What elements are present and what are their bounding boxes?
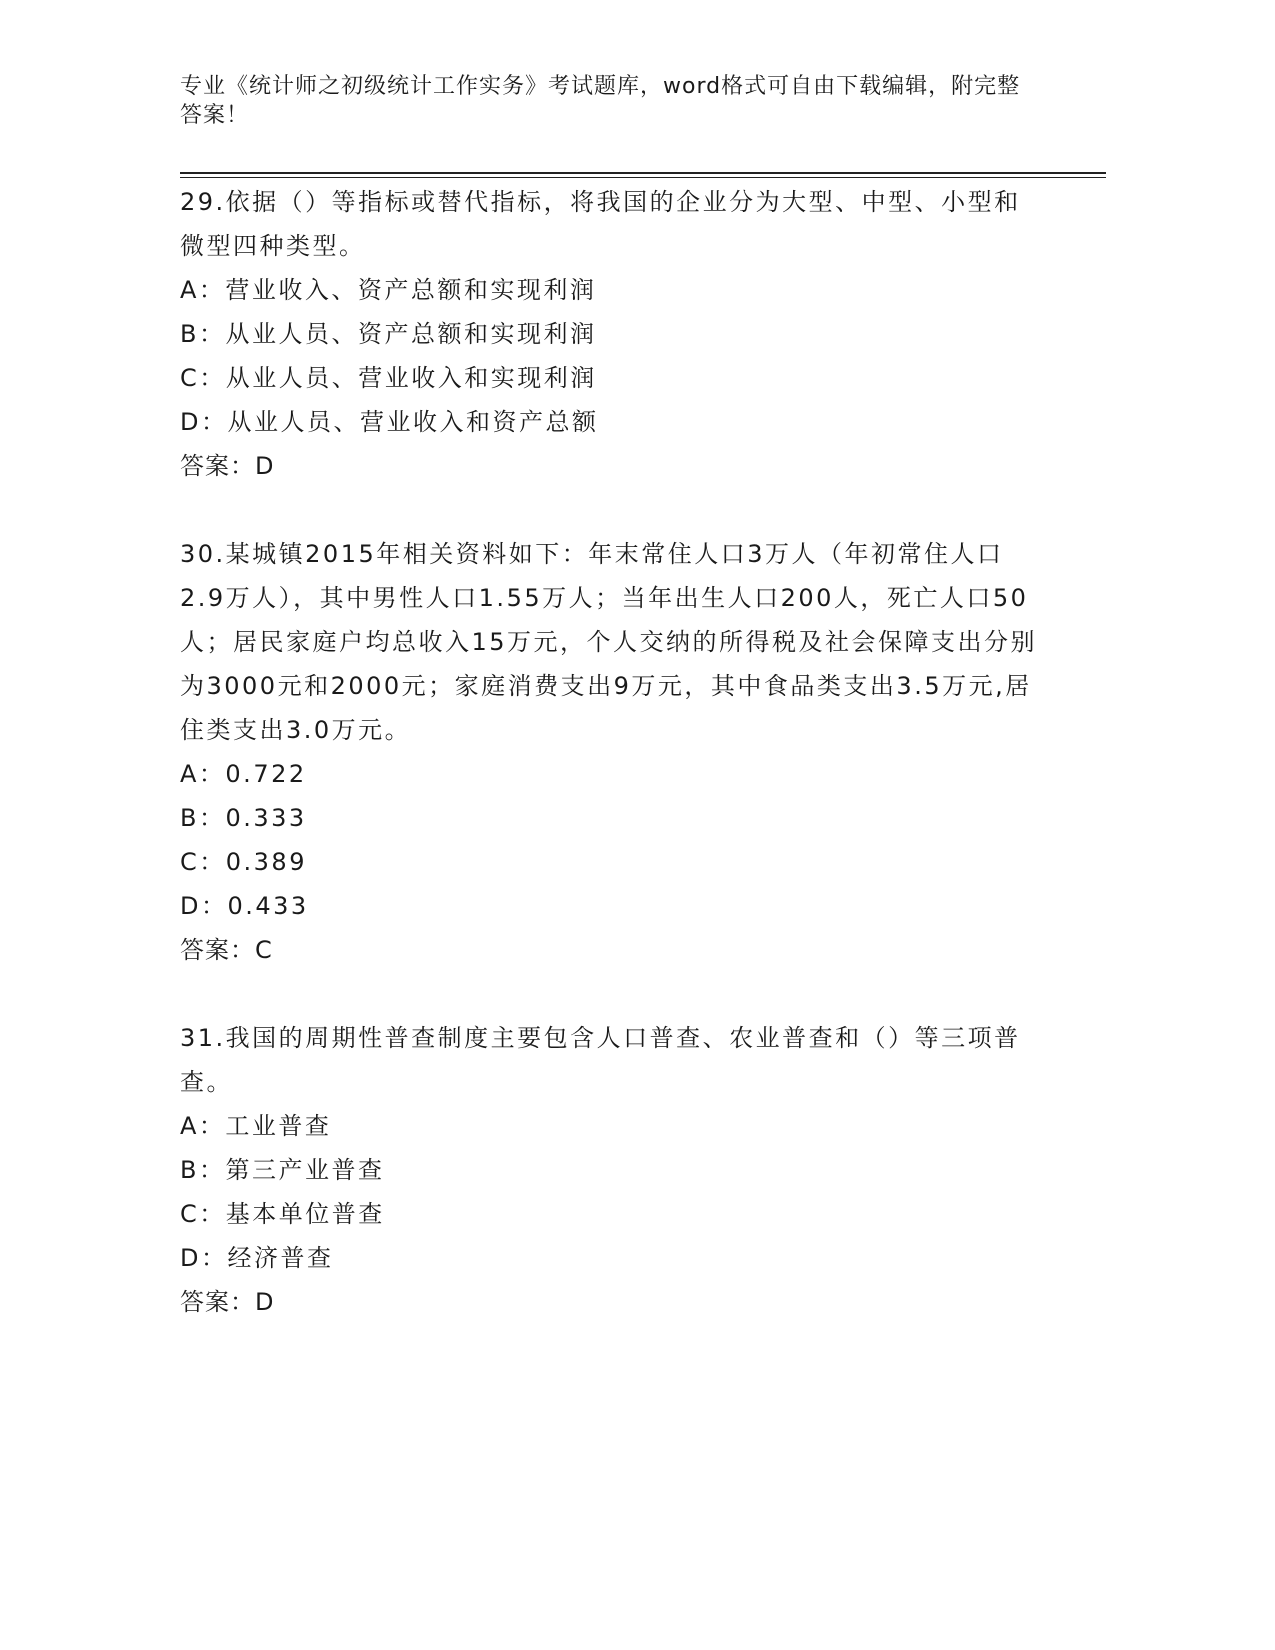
header-text: 专业《统计师之初级统计工作实务》考试题库，word格式可自由下载编辑，附完整答案！ bbox=[180, 74, 1021, 128]
question-stem: 30.某城镇2015年相关资料如下：年末常住人口3万人（年初常住人口2.9万人），其中男性人口1.55万人；当年出生人口200人，死亡人口50人；居民家庭户均总收入15万元，个人交纳的所得税及社会保障支出分别为3000元和2000元；家庭消费支出9万元，其中食品类支出3.5万元,居住类支出3.0万元。 bbox=[180, 540, 1038, 744]
spacer bbox=[180, 488, 1040, 532]
option-a: A：工业普查 bbox=[180, 1112, 332, 1140]
option-b: B：第三产业普查 bbox=[180, 1156, 385, 1184]
question-29 bbox=[180, 180, 1040, 488]
document-header bbox=[180, 72, 1040, 130]
option-d: D：经济普查 bbox=[180, 1244, 334, 1272]
answer: 答案：D bbox=[180, 452, 275, 480]
option-a: A：营业收入、资产总额和实现利润 bbox=[180, 276, 597, 304]
answer: 答案：C bbox=[180, 936, 273, 964]
header-rule-thin bbox=[180, 177, 1106, 178]
option-c: C：0.389 bbox=[180, 848, 307, 876]
option-b: B：从业人员、资产总额和实现利润 bbox=[180, 320, 597, 348]
option-c: C：从业人员、营业收入和实现利润 bbox=[180, 364, 597, 392]
option-b: B：0.333 bbox=[180, 804, 307, 832]
option-c: C：基本单位普查 bbox=[180, 1200, 385, 1228]
option-a: A：0.722 bbox=[180, 760, 307, 788]
spacer bbox=[180, 972, 1040, 1016]
answer: 答案：D bbox=[180, 1288, 275, 1316]
header-rule-thick bbox=[180, 172, 1106, 174]
option-d: D：从业人员、营业收入和资产总额 bbox=[180, 408, 599, 436]
question-30 bbox=[180, 532, 1040, 972]
question-stem: 31.我国的周期性普查制度主要包含人口普查、农业普查和（）等三项普查。 bbox=[180, 1024, 1021, 1096]
question-list bbox=[180, 180, 1040, 1324]
question-31 bbox=[180, 1016, 1040, 1324]
question-stem: 29.依据（）等指标或替代指标，将我国的企业分为大型、中型、小型和微型四种类型。 bbox=[180, 188, 1021, 260]
option-d: D：0.433 bbox=[180, 892, 309, 920]
